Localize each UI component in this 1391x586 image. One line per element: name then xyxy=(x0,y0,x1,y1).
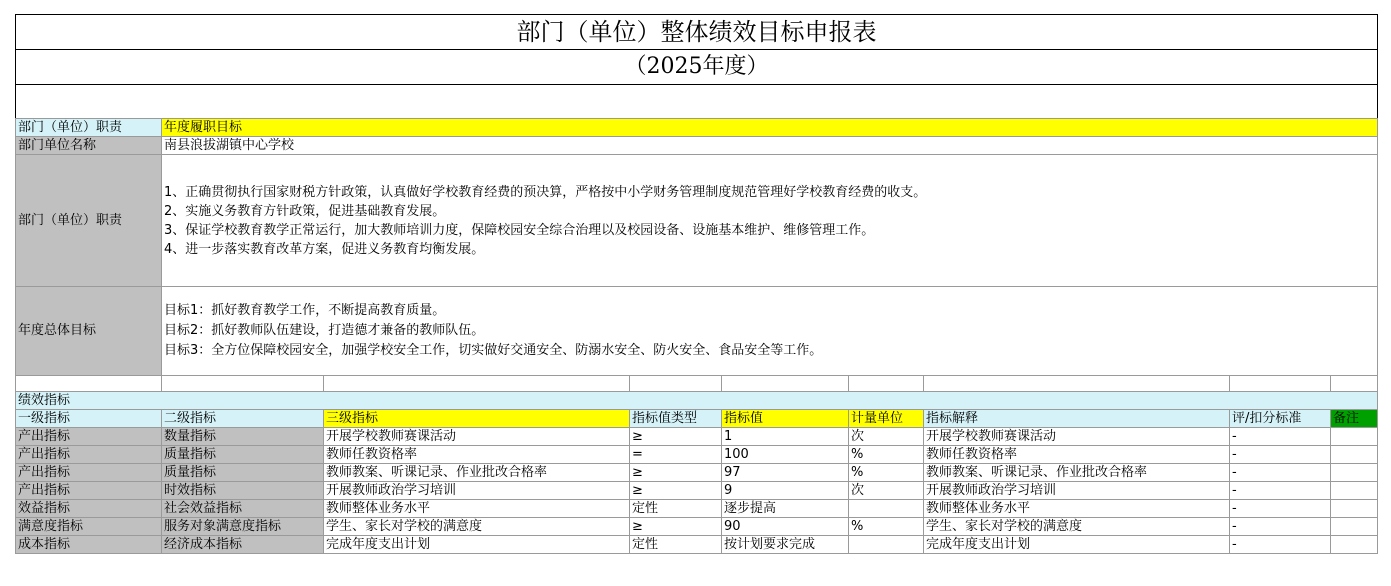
spacer-cell xyxy=(924,376,1230,392)
duty-text: 1、正确贯彻执行国家财税方针政策，认真做好学校教育经费的预决算，严格按中小学财务管理制度规范管理好学校教育经费的收支。 2、实施义务教育方针政策，促进基础教育发展。 3、保证学校教育教学正常运行，加大教师培训力度，保障校园安全综合治理以及校园设备、设施基本维护、维修管理工作。 4、进一步落实教育改革方案，促进义务教育均衡发展。 xyxy=(162,155,1378,287)
table-cell: - xyxy=(1230,500,1331,518)
indicator-rows xyxy=(16,428,1378,554)
table-cell: 产出指标 xyxy=(16,428,162,446)
table-cell: 产出指标 xyxy=(16,464,162,482)
table-cell: 97 xyxy=(722,464,849,482)
table-cell: 开展学校教师赛课活动 xyxy=(324,428,630,446)
col-header: 指标值类型 xyxy=(630,410,722,428)
col-header: 备注 xyxy=(1331,410,1378,428)
table-row xyxy=(16,482,1378,500)
table-row xyxy=(16,518,1378,536)
table-cell: 1 xyxy=(722,428,849,446)
table-cell: 教师任教资格率 xyxy=(924,446,1230,464)
table-cell: 定性 xyxy=(630,536,722,554)
table-cell: ≥ xyxy=(630,518,722,536)
table-cell: - xyxy=(1230,464,1331,482)
form-title: 部门（单位）整体绩效目标申报表 xyxy=(16,15,1378,50)
table-cell: 质量指标 xyxy=(162,464,324,482)
table-cell: = xyxy=(630,446,722,464)
spacer-cell xyxy=(162,376,324,392)
spacer-cell xyxy=(630,376,722,392)
col-header: 指标值 xyxy=(722,410,849,428)
table-cell: 完成年度支出计划 xyxy=(324,536,630,554)
table-cell xyxy=(1331,500,1378,518)
table-cell: 100 xyxy=(722,446,849,464)
col-header: 计量单位 xyxy=(849,410,924,428)
table-cell: 90 xyxy=(722,518,849,536)
table-cell: 次 xyxy=(849,428,924,446)
table-cell xyxy=(1331,536,1378,554)
spacer-cell xyxy=(16,376,162,392)
spacer-cell xyxy=(324,376,630,392)
table-cell: - xyxy=(1230,446,1331,464)
col-header: 指标解释 xyxy=(924,410,1230,428)
table-cell: 产出指标 xyxy=(16,446,162,464)
blank-row xyxy=(16,85,1378,119)
annual-goal-label: 年度总体目标 xyxy=(16,287,162,376)
table-row xyxy=(16,536,1378,554)
table-cell xyxy=(1331,518,1378,536)
spreadsheet xyxy=(15,14,1377,554)
table-row xyxy=(16,500,1378,518)
table-cell xyxy=(849,500,924,518)
duty-header-label: 部门（单位）职责 xyxy=(16,119,162,137)
table-cell: 完成年度支出计划 xyxy=(924,536,1230,554)
table-cell: ≥ xyxy=(630,482,722,500)
table-cell: - xyxy=(1230,428,1331,446)
table-cell: 满意度指标 xyxy=(16,518,162,536)
table-cell: 开展教师政治学习培训 xyxy=(924,482,1230,500)
col-header: 评/扣分标准 xyxy=(1230,410,1331,428)
col-header: 二级指标 xyxy=(162,410,324,428)
table-cell: 教师整体业务水平 xyxy=(324,500,630,518)
table-cell: - xyxy=(1230,536,1331,554)
col-header: 三级指标 xyxy=(324,410,630,428)
table-cell: % xyxy=(849,446,924,464)
table-cell: - xyxy=(1230,518,1331,536)
table-cell xyxy=(1331,428,1378,446)
performance-form-table xyxy=(15,14,1378,554)
duty-label: 部门（单位）职责 xyxy=(16,155,162,287)
table-cell: 教师教案、听课记录、作业批改合格率 xyxy=(924,464,1230,482)
table-cell: - xyxy=(1230,482,1331,500)
table-cell: 学生、家长对学校的满意度 xyxy=(324,518,630,536)
spacer-cell xyxy=(1331,376,1378,392)
table-cell: 教师教案、听课记录、作业批改合格率 xyxy=(324,464,630,482)
table-cell: % xyxy=(849,464,924,482)
table-row xyxy=(16,428,1378,446)
table-cell: ≥ xyxy=(630,464,722,482)
table-cell: 9 xyxy=(722,482,849,500)
table-cell: ≥ xyxy=(630,428,722,446)
spacer-cell xyxy=(849,376,924,392)
table-cell xyxy=(1331,446,1378,464)
form-year: （2025年度） xyxy=(16,50,1378,85)
table-cell: 经济成本指标 xyxy=(162,536,324,554)
table-cell: 成本指标 xyxy=(16,536,162,554)
table-row xyxy=(16,446,1378,464)
table-cell: 时效指标 xyxy=(162,482,324,500)
table-cell: 数量指标 xyxy=(162,428,324,446)
table-cell: 学生、家长对学校的满意度 xyxy=(924,518,1230,536)
unit-name-value: 南县浪拔湖镇中心学校 xyxy=(162,137,1378,155)
annual-goal-text: 目标1：抓好教育教学工作，不断提高教育质量。 目标2：抓好教师队伍建设，打造德才兼备的教师队伍。 目标3：全方位保障校园安全，加强学校安全工作，切实做好交通安全、防溺水安全、防火安全、食品安全等工作。 xyxy=(162,287,1378,376)
table-cell: 教师任教资格率 xyxy=(324,446,630,464)
table-cell: 定性 xyxy=(630,500,722,518)
perf-section-title: 绩效指标 xyxy=(16,392,1378,410)
table-cell xyxy=(1331,464,1378,482)
table-cell: 效益指标 xyxy=(16,500,162,518)
col-header: 一级指标 xyxy=(16,410,162,428)
unit-name-label: 部门单位名称 xyxy=(16,137,162,155)
table-cell: 开展教师政治学习培训 xyxy=(324,482,630,500)
table-cell: 服务对象满意度指标 xyxy=(162,518,324,536)
table-cell xyxy=(1331,482,1378,500)
table-cell: 质量指标 xyxy=(162,446,324,464)
spacer-cell xyxy=(722,376,849,392)
table-cell: 次 xyxy=(849,482,924,500)
table-cell: 按计划要求完成 xyxy=(722,536,849,554)
table-cell: 社会效益指标 xyxy=(162,500,324,518)
goal-header-label: 年度履职目标 xyxy=(162,119,1378,137)
table-cell: 开展学校教师赛课活动 xyxy=(924,428,1230,446)
spacer-cell xyxy=(1230,376,1331,392)
table-cell xyxy=(849,536,924,554)
table-cell: 逐步提高 xyxy=(722,500,849,518)
table-row xyxy=(16,464,1378,482)
table-cell: 教师整体业务水平 xyxy=(924,500,1230,518)
table-cell: % xyxy=(849,518,924,536)
table-cell: 产出指标 xyxy=(16,482,162,500)
